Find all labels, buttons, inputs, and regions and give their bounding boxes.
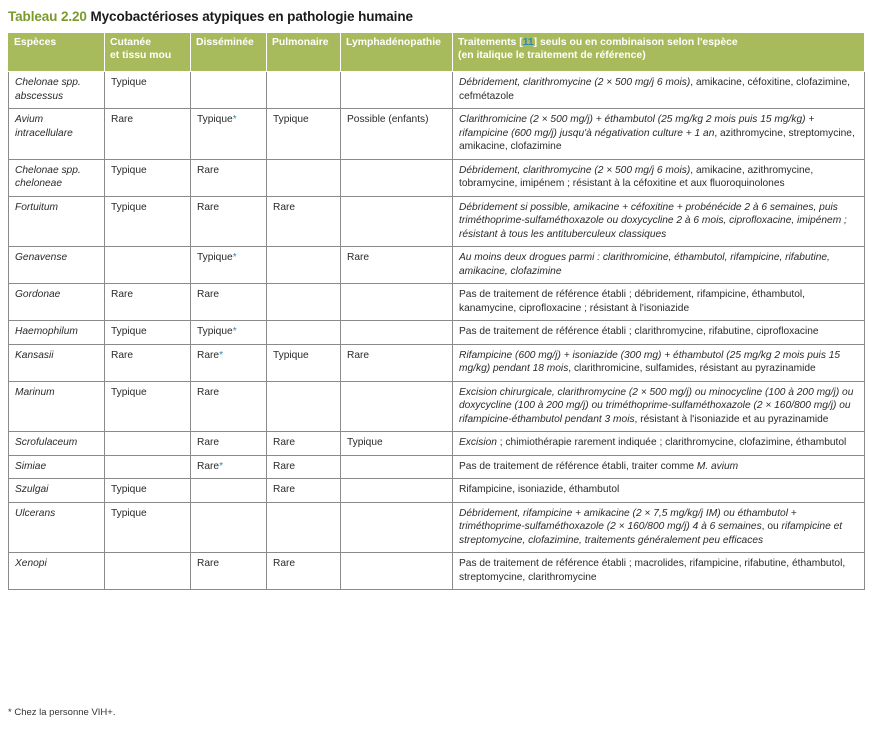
pulmonary-cell (267, 553, 341, 590)
cell-text: Typique (111, 326, 147, 337)
treatment-cell (453, 109, 865, 160)
species-name: abscessus (15, 90, 64, 102)
pulmonary-cell (267, 432, 341, 456)
table-row (9, 196, 865, 247)
table-row (9, 344, 865, 381)
table-row (9, 455, 865, 479)
species-name: Avium (15, 114, 44, 125)
cell-text: Rare (197, 437, 220, 448)
species-name: Gordonae (15, 289, 61, 300)
cell-text: Rare (111, 349, 134, 361)
table-row (9, 502, 865, 553)
cell-text: Typique (111, 386, 147, 398)
species-name: Genavense (15, 252, 68, 263)
cell-text: Rare (197, 386, 220, 398)
species-cell (9, 455, 105, 479)
cell-text: Typique (111, 484, 147, 495)
treatment-cell (453, 159, 865, 196)
pulmonary-cell (267, 455, 341, 479)
table-body (9, 72, 865, 590)
disseminated-cell (191, 109, 267, 160)
lymphadenopathy-cell (341, 72, 453, 109)
species-cell (9, 432, 105, 456)
treatment-cell (453, 479, 865, 503)
lymphadenopathy-cell (341, 381, 453, 432)
other-treatments: Pas de traitement de référence établi ; macrolides, rifampicine, rifabutine, éthambutol, streptomycine, clarithromycine (459, 558, 846, 583)
reference-treatment: Rifampicine (600 mg/j) + isoniazide (300 mg) + éthambutol (25 mg/kg 2 mois puis 15 mg/kg) pendant 18 mois (459, 349, 841, 374)
table-row (9, 109, 865, 160)
cutaneous-cell (105, 247, 191, 284)
other-treatments: Pas de traitement de référence établi ; débridement, rifampicine, éthambutol, kanamycine, ciprofloxacine ; résistant à l'isoniazide (459, 289, 805, 314)
reference-treatment: Clarithromicine (2 × 500 mg/j) + éthambutol (25 mg/kg 2 mois puis 15 mg/kg) + rifampicine (600 mg/j) jusqu'à négativation culture + 1 an (459, 114, 815, 139)
species-cell (9, 159, 105, 196)
pulmonary-cell (267, 502, 341, 553)
pulmonary-cell (267, 381, 341, 432)
cell-text: Rare (273, 201, 296, 213)
species-cell (9, 553, 105, 590)
table-row (9, 432, 865, 456)
cell-text: Rare (197, 460, 220, 472)
species-cell (9, 479, 105, 503)
treatment-cell (453, 321, 865, 345)
species-name: Chelonae spp. (15, 164, 81, 176)
cell-text: Rare (273, 484, 296, 495)
cutaneous-cell (105, 159, 191, 196)
treatment-cell (453, 432, 865, 456)
species-name: Scrofulaceum (15, 437, 78, 448)
lymphadenopathy-cell (341, 284, 453, 321)
cell-text: Rare (273, 558, 296, 569)
pulmonary-cell (267, 196, 341, 247)
footnote: * Chez la personne VIH+. (8, 707, 116, 718)
cell-text: Rare (111, 289, 134, 300)
cell-text: Typique (273, 349, 309, 361)
cell-text: Rare (197, 289, 220, 300)
treatment-cell (453, 284, 865, 321)
species-cell (9, 344, 105, 381)
disseminated-cell (191, 479, 267, 503)
species-name: Fortuitum (15, 201, 59, 213)
disseminated-cell (191, 502, 267, 553)
cell-text: Typique (347, 437, 383, 448)
other-treatments: Pas de traitement de référence établi, traiter comme (459, 460, 697, 472)
treatment-cell (453, 72, 865, 109)
treatment-cell (453, 455, 865, 479)
species-name: Marinum (15, 386, 55, 398)
disseminated-cell (191, 432, 267, 456)
species-cell (9, 321, 105, 345)
table-caption (8, 9, 413, 24)
species-name: Szulgai (15, 484, 49, 495)
table-row (9, 381, 865, 432)
cell-text: Typique (273, 114, 309, 125)
table-row (9, 247, 865, 284)
other-treatments: , amikacine, azithromycine, tobramycine, imipénem ; résistant à la céfoxitine et aux fluoroquinolones (459, 164, 814, 189)
cell-text: Typique (197, 114, 233, 125)
other-treatments: ; chimiothérapie rarement indiquée ; clarithromycine, clofazimine, éthambutol (496, 437, 847, 448)
reference-treatment: Excision chirurgicale, clarithromycine (2 × 500 mg/j) ou minocycline (100 à 200 mg/j) ou doxycycline (100 à 200 mg/j) ou triméthoprime-sulfaméthoxazole (2 × 160/800 mg/j) ou rifampicine-éthambutol pendant 3 mois (459, 386, 854, 425)
reference-treatment: Débridement, rifampicine + amikacine (2 × 7,5 mg/kg/j IM) ou éthambutol + triméthoprime-sulfaméthoxazole (2 × 160/800 mg/j) 4 à 6 semaines (459, 507, 797, 532)
cell-text: Rare (347, 349, 370, 361)
lymphadenopathy-cell (341, 479, 453, 503)
lymphadenopathy-cell (341, 109, 453, 160)
treatment-italic-tail: rifampicine et streptomycine, clofazimine, traitements généralement peu efficaces (459, 521, 843, 546)
hiv-footnote-marker: * (232, 326, 237, 337)
header-pulmonary: Pulmonaire (267, 33, 341, 72)
species-cell (9, 109, 105, 160)
species-cell (9, 247, 105, 284)
header-cutaneous: Cutanée et tissu mou (105, 33, 191, 72)
cell-text: Typique (197, 326, 233, 337)
reference-link[interactable]: 11 (522, 37, 534, 48)
other-treatments: , amikacine, céfoxitine, clofazimine, cefmétazole (459, 77, 850, 102)
pulmonary-cell (267, 479, 341, 503)
disseminated-cell (191, 196, 267, 247)
table-row (9, 159, 865, 196)
disseminated-cell (191, 159, 267, 196)
species-cell (9, 502, 105, 553)
cell-text: Rare (197, 201, 220, 213)
header-lymphadenopathy: Lymphadénopathie (341, 33, 453, 72)
header-species: Espèces (9, 33, 105, 72)
disseminated-cell (191, 72, 267, 109)
lymphadenopathy-cell (341, 432, 453, 456)
cell-text: Rare (347, 252, 370, 263)
table-row (9, 553, 865, 590)
lymphadenopathy-cell (341, 196, 453, 247)
disseminated-cell (191, 247, 267, 284)
species-name: Xenopi (15, 558, 47, 569)
disseminated-cell (191, 455, 267, 479)
lymphadenopathy-cell (341, 159, 453, 196)
header-treatment: Traitements [11] seuls ou en combinaison selon l'espèce (en italique le traitement de référence) (453, 33, 865, 72)
cutaneous-cell (105, 553, 191, 590)
hiv-footnote-marker: * (219, 460, 224, 472)
cutaneous-cell (105, 109, 191, 160)
header-disseminated: Disséminée (191, 33, 267, 72)
pulmonary-cell (267, 159, 341, 196)
table-row (9, 284, 865, 321)
cell-text: Rare (273, 437, 296, 448)
reference-treatment: Excision (459, 437, 497, 448)
cell-text: Typique (111, 201, 147, 213)
cutaneous-cell (105, 502, 191, 553)
reference-treatment: Au moins deux drogues parmi : clarithromicine, éthambutol, rifampicine, rifabutine, amikacine, clofazimine (459, 252, 830, 277)
cutaneous-cell (105, 344, 191, 381)
mycobacteria-table (8, 32, 865, 590)
table-row (9, 72, 865, 109)
lymphadenopathy-cell (341, 455, 453, 479)
treatment-cell (453, 247, 865, 284)
table-header-row (9, 33, 865, 72)
pulmonary-cell (267, 321, 341, 345)
species-name: Simiae (15, 460, 47, 472)
lymphadenopathy-cell (341, 553, 453, 590)
cell-text: Typique (197, 252, 233, 263)
lymphadenopathy-cell (341, 321, 453, 345)
treatment-italic-tail: M. avium (696, 460, 739, 472)
cutaneous-cell (105, 455, 191, 479)
disseminated-cell (191, 553, 267, 590)
table-number: Tableau 2.20 (8, 9, 87, 24)
reference-treatment: Débridement, clarithromycine (2 × 500 mg/j 6 mois) (459, 77, 691, 88)
disseminated-cell (191, 344, 267, 381)
cutaneous-cell (105, 381, 191, 432)
hiv-footnote-marker: * (219, 349, 224, 361)
species-name: cheloneae (15, 178, 63, 189)
other-treatments: , ou (761, 521, 782, 532)
other-treatments: Pas de traitement de référence établi ; clarithromycine, rifabutine, ciprofloxacine (459, 326, 819, 337)
species-name: Ulcerans (15, 507, 56, 519)
cell-text: Rare (197, 164, 220, 176)
species-cell (9, 284, 105, 321)
hiv-footnote-marker: * (232, 114, 237, 125)
cutaneous-cell (105, 196, 191, 247)
species-name: Kansasii (15, 349, 54, 361)
cell-text: Rare (197, 558, 220, 569)
table-row (9, 479, 865, 503)
lymphadenopathy-cell (341, 344, 453, 381)
cutaneous-cell (105, 479, 191, 503)
cell-text: Rare (197, 349, 220, 361)
species-cell (9, 196, 105, 247)
pulmonary-cell (267, 72, 341, 109)
disseminated-cell (191, 381, 267, 432)
hiv-footnote-marker: * (232, 252, 237, 263)
treatment-cell (453, 196, 865, 247)
other-treatments: Rifampicine, isoniazide, éthambutol (459, 484, 620, 495)
cell-text: Possible (enfants) (347, 114, 429, 125)
treatment-cell (453, 381, 865, 432)
species-cell (9, 381, 105, 432)
treatment-cell (453, 344, 865, 381)
reference-treatment: Débridement si possible, amikacine + céfoxitine + probénécide 2 à 6 semaines, puis triméthoprime-sulfaméthoxazole ou doxycycline 2 à 6 mois, ciprofloxacine, imipénem ; résistant à tous les antituberculeux classiques (459, 201, 847, 240)
cutaneous-cell (105, 284, 191, 321)
other-treatments: , clarithromicine, sulfamides, résistant au pyrazinamide (568, 363, 816, 374)
lymphadenopathy-cell (341, 502, 453, 553)
reference-treatment: Débridement, clarithromycine (2 × 500 mg/j 6 mois) (459, 164, 691, 176)
cutaneous-cell (105, 432, 191, 456)
other-treatments: , résistant à l'isoniazide et au pyrazinamide (634, 413, 829, 425)
species-cell (9, 72, 105, 109)
cell-text: Typique (111, 507, 147, 519)
species-name: Chelonae spp. (15, 77, 81, 88)
pulmonary-cell (267, 344, 341, 381)
cell-text: Rare (111, 114, 134, 125)
cell-text: Rare (273, 460, 296, 472)
treatment-cell (453, 502, 865, 553)
cutaneous-cell (105, 321, 191, 345)
lymphadenopathy-cell (341, 247, 453, 284)
disseminated-cell (191, 284, 267, 321)
species-name: intracellulare (15, 127, 73, 139)
pulmonary-cell (267, 247, 341, 284)
cutaneous-cell (105, 72, 191, 109)
pulmonary-cell (267, 109, 341, 160)
treatment-cell (453, 553, 865, 590)
cell-text: Typique (111, 164, 147, 176)
cell-text: Typique (111, 77, 147, 88)
other-treatments: , azithromycine, streptomycine, amikacine, clofazimine (459, 127, 855, 152)
species-name: Haemophilum (15, 326, 78, 337)
pulmonary-cell (267, 284, 341, 321)
table-row (9, 321, 865, 345)
disseminated-cell (191, 321, 267, 345)
table-title: Mycobactérioses atypiques en pathologie humaine (90, 9, 413, 24)
